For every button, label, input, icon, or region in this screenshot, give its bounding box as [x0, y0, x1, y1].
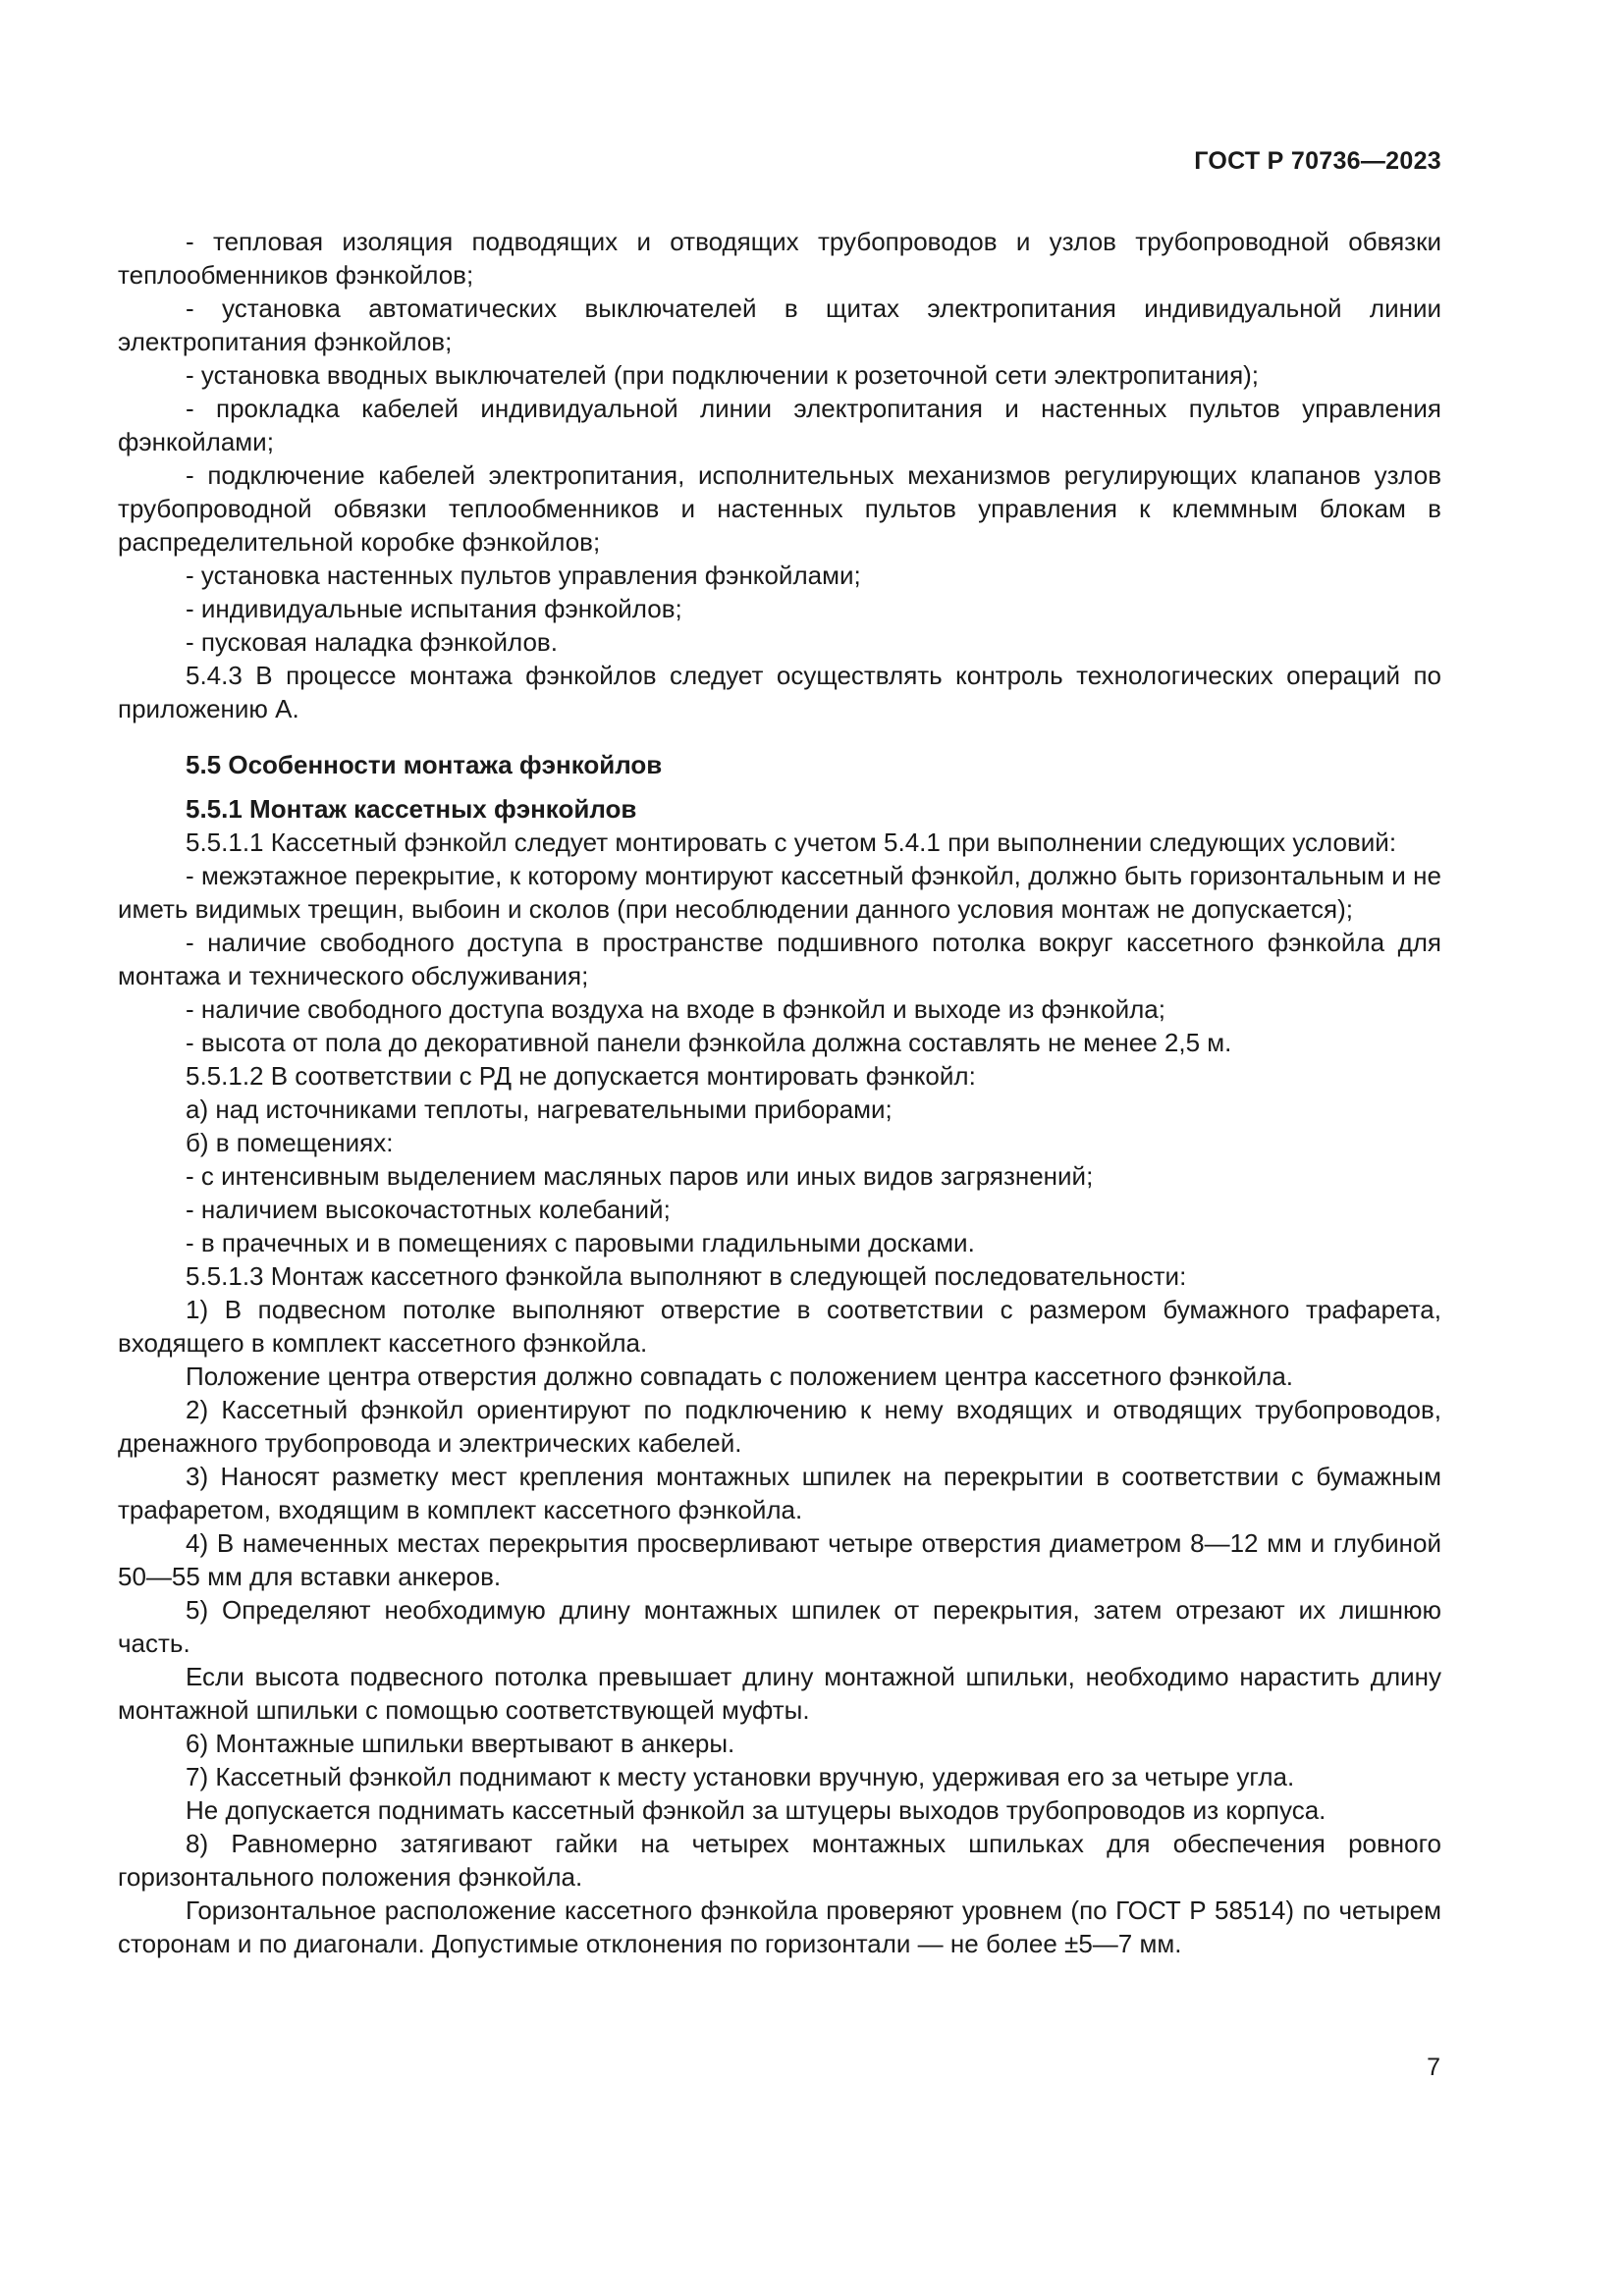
page-number: 7: [1427, 2054, 1440, 2081]
paragraph: 4) В намеченных местах перекрытия просверливают четыре отверстия диаметром 8—12 мм и глубиной 50—55 мм для вставки анкеров.: [118, 1528, 1441, 1591]
paragraph: 8) Равномерно затягивают гайки на четырех монтажных шпильках для обеспечения ровного горизонтального положения фэнкойла.: [118, 1829, 1441, 1892]
paragraph: 5.5.1.2 В соответствии с РД не допускается монтировать фэнкойл:: [186, 1061, 976, 1091]
paragraph: - высота от пола до декоративной панели фэнкойла должна составлять не менее 2,5 м.: [186, 1028, 1232, 1057]
paragraph: б) в помещениях:: [186, 1128, 394, 1157]
paragraph: - установка вводных выключателей (при подключении к розеточной сети электропитания);: [186, 360, 1260, 390]
paragraph: - установка автоматических выключателей в щитах электропитания индивидуальной линии электропитания фэнкойлов;: [118, 294, 1441, 356]
paragraph: 5.5.1.3 Монтаж кассетного фэнкойла выполняют в следующей последовательности:: [186, 1261, 1187, 1291]
paragraph: - пусковая наладка фэнкойлов.: [186, 627, 558, 657]
paragraph: Положение центра отверстия должно совпадать с положением центра кассетного фэнкойла.: [186, 1362, 1294, 1391]
paragraph: - подключение кабелей электропитания, исполнительных механизмов регулирующих клапанов узлов трубопроводной обвязки теплообменников и настенных пультов управления к клеммным блокам в распределительной коробке фэнкойлов;: [118, 460, 1441, 557]
standard-designation: ГОСТ Р 70736—2023: [1194, 147, 1441, 175]
paragraph: - тепловая изоляция подводящих и отводящих трубопроводов и узлов трубопроводной обвязки теплообменников фэнкойлов;: [118, 227, 1441, 290]
paragraph: Не допускается поднимать кассетный фэнкойл за штуцеры выходов трубопроводов из корпуса.: [186, 1795, 1326, 1825]
paragraph: - наличие свободного доступа в пространстве подшивного потолка вокруг кассетного фэнкойла для монтажа и технического обслуживания;: [118, 928, 1441, 990]
paragraph: 1) В подвесном потолке выполняют отверстие в соответствии с размером бумажного трафарета, входящего в комплект кассетного фэнкойла.: [118, 1295, 1441, 1358]
section-heading: 5.5 Особенности монтажа фэнкойлов: [186, 750, 663, 779]
paragraph: - наличием высокочастотных колебаний;: [186, 1195, 671, 1224]
paragraph: - установка настенных пультов управления фэнкойлами;: [186, 561, 861, 590]
paragraph: - прокладка кабелей индивидуальной линии электропитания и настенных пультов управления фэнкойлами;: [118, 394, 1441, 456]
paragraph: Если высота подвесного потолка превышает длину монтажной шпильки, необходимо нарастить длину монтажной шпильки с помощью соответствующей муфты.: [118, 1662, 1441, 1725]
paragraph-group-cassette-fancoil: [118, 826, 1441, 1960]
paragraph: - с интенсивным выделением масляных паров или иных видов загрязнений;: [186, 1161, 1094, 1191]
paragraph: - в прачечных и в помещениях с паровыми гладильными досками.: [186, 1228, 975, 1257]
paragraph: 3) Наносят разметку мест крепления монтажных шпилек на перекрытии в соответствии с бумажным трафаретом, входящим в комплект кассетного фэнкойла.: [118, 1462, 1441, 1524]
paragraph: 5.5.1.1 Кассетный фэнкойл следует монтировать с учетом 5.4.1 при выполнении следующих условий:: [186, 828, 1397, 857]
paragraph: 5.4.3 В процессе монтажа фэнкойлов следует осуществлять контроль технологических операций по приложению А.: [118, 661, 1441, 723]
paragraph: - межэтажное перекрытие, к которому монтируют кассетный фэнкойл, должно быть горизонтальным и не иметь видимых трещин, выбоин и сколов (при несоблюдении данного условия монтаж не допускается);: [118, 861, 1441, 924]
paragraph: 7) Кассетный фэнкойл поднимают к месту установки вручную, удерживая его за четыре угла.: [186, 1762, 1295, 1791]
document-body: [118, 225, 1441, 1960]
paragraph: - наличие свободного доступа воздуха на входе в фэнкойл и выходе из фэнкойла;: [186, 994, 1165, 1024]
paragraph: Горизонтальное расположение кассетного фэнкойла проверяют уровнем (по ГОСТ Р 58514) по четырем сторонам и по диагонали. Допустимые отклонения по горизонтали — не более ±5—7 мм.: [118, 1896, 1441, 1958]
paragraph: 6) Монтажные шпильки ввертывают в анкеры.: [186, 1729, 735, 1758]
paragraph: - индивидуальные испытания фэнкойлов;: [186, 594, 682, 623]
paragraph: 5) Определяют необходимую длину монтажных шпилек от перекрытия, затем отрезают их лишнюю часть.: [118, 1595, 1441, 1658]
paragraph: 2) Кассетный фэнкойл ориентируют по подключению к нему входящих и отводящих трубопроводов, дренажного трубопровода и электрических кабелей.: [118, 1395, 1441, 1458]
paragraph-group-installation-list: [118, 225, 1441, 725]
paragraph: а) над источниками теплоты, нагревательными приборами;: [186, 1095, 893, 1124]
subsection-heading: 5.5.1 Монтаж кассетных фэнкойлов: [186, 794, 637, 824]
